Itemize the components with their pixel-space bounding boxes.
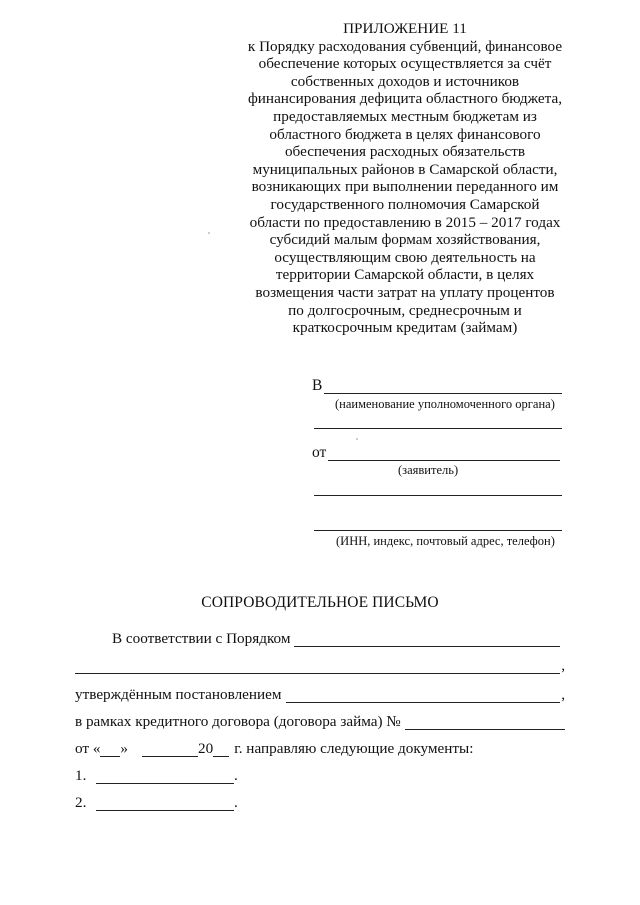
appendix-line: области по предоставлению в 2015 – 2017 годах	[249, 213, 561, 231]
recipient-field-continued[interactable]	[314, 414, 562, 429]
document-item-field[interactable]	[96, 796, 234, 811]
applicant-prefix: от	[312, 444, 327, 461]
date-year-prefix: 20	[198, 740, 214, 757]
document-item-field[interactable]	[96, 769, 234, 784]
resolution-label: утверждённым постановлением	[75, 686, 282, 703]
resolution-field[interactable]	[286, 688, 561, 703]
appendix-line: субсидий малым формам хозяйствования,	[269, 231, 541, 249]
item-end: .	[234, 767, 238, 784]
appendix-line: к Порядку расходования субвенций, финансовое	[247, 37, 563, 55]
applicant-field[interactable]	[328, 446, 560, 461]
appendix-line: собственных доходов и источников	[290, 72, 520, 90]
applicant-caption: (заявитель)	[398, 463, 459, 477]
appendix-line: возникающих при выполнении переданного им	[251, 178, 559, 196]
appendix-line: по долгосрочным, среднесрочным и	[288, 301, 522, 319]
date-row	[75, 740, 565, 757]
appendix-line: муниципальных районов в Самарской области,	[252, 160, 558, 178]
appendix-header	[240, 20, 570, 337]
letter-title: СОПРОВОДИТЕЛЬНОЕ ПИСЬМО	[201, 594, 439, 611]
document-item	[75, 767, 238, 784]
comma: ,	[561, 686, 565, 703]
recipient-prefix: В	[312, 377, 323, 394]
appendix-title: ПРИЛОЖЕНИЕ 11	[343, 20, 467, 37]
appendix-line: обеспечения расходных обязательств	[284, 143, 526, 161]
scan-speck	[356, 438, 358, 440]
item-number: 1.	[75, 767, 87, 784]
procedure-label: В соответствии с Порядком	[112, 630, 291, 647]
item-end: .	[234, 794, 238, 811]
applicant-field-continued[interactable]	[314, 481, 562, 496]
contacts-caption: (ИНН, индекс, почтовый адрес, телефон)	[336, 534, 555, 548]
item-number: 2.	[75, 794, 87, 811]
date-prefix: от «	[75, 740, 101, 757]
appendix-line: краткосрочным кредитам (займам)	[292, 319, 518, 337]
recipient-row	[312, 378, 562, 394]
recipient-caption: (наименование уполномоченного органа)	[335, 397, 555, 411]
credit-agreement-row	[75, 713, 565, 730]
documents-intro: г. направляю следующие документы:	[234, 740, 474, 757]
date-year-field[interactable]	[213, 742, 229, 757]
procedure-field[interactable]	[294, 632, 560, 647]
appendix-line: возмещения части затрат на уплату процентов	[255, 283, 555, 301]
comma: ,	[561, 657, 565, 674]
date-month-field[interactable]	[142, 742, 198, 757]
appendix-line: финансирования дефицита областного бюджета,	[247, 90, 563, 108]
credit-agreement-label: в рамках кредитного договора (договора займа) №	[75, 713, 401, 730]
contacts-field[interactable]	[314, 516, 562, 531]
appendix-line: обеспечение которых осуществляется за счёт	[258, 55, 552, 73]
appendix-line: предоставляемых местным бюджетам из	[273, 107, 537, 125]
appendix-line: областного бюджета в целях финансового	[269, 125, 541, 143]
scan-speck	[208, 232, 210, 234]
applicant-row	[312, 445, 560, 461]
recipient-field[interactable]	[324, 379, 562, 394]
resolution-row	[75, 686, 565, 703]
procedure-row	[112, 630, 560, 647]
procedure-field-continued[interactable]	[75, 659, 560, 674]
document-item	[75, 794, 238, 811]
date-quote-close: »	[120, 740, 129, 757]
date-day-field[interactable]	[100, 742, 120, 757]
procedure-continued-row	[75, 657, 565, 674]
appendix-line: территории Самарской области, в целях	[275, 266, 535, 284]
credit-agreement-number-field[interactable]	[405, 715, 565, 730]
appendix-line: осуществляющим свою деятельность на	[274, 248, 536, 266]
appendix-line: государственного полномочия Самарской	[270, 195, 540, 213]
